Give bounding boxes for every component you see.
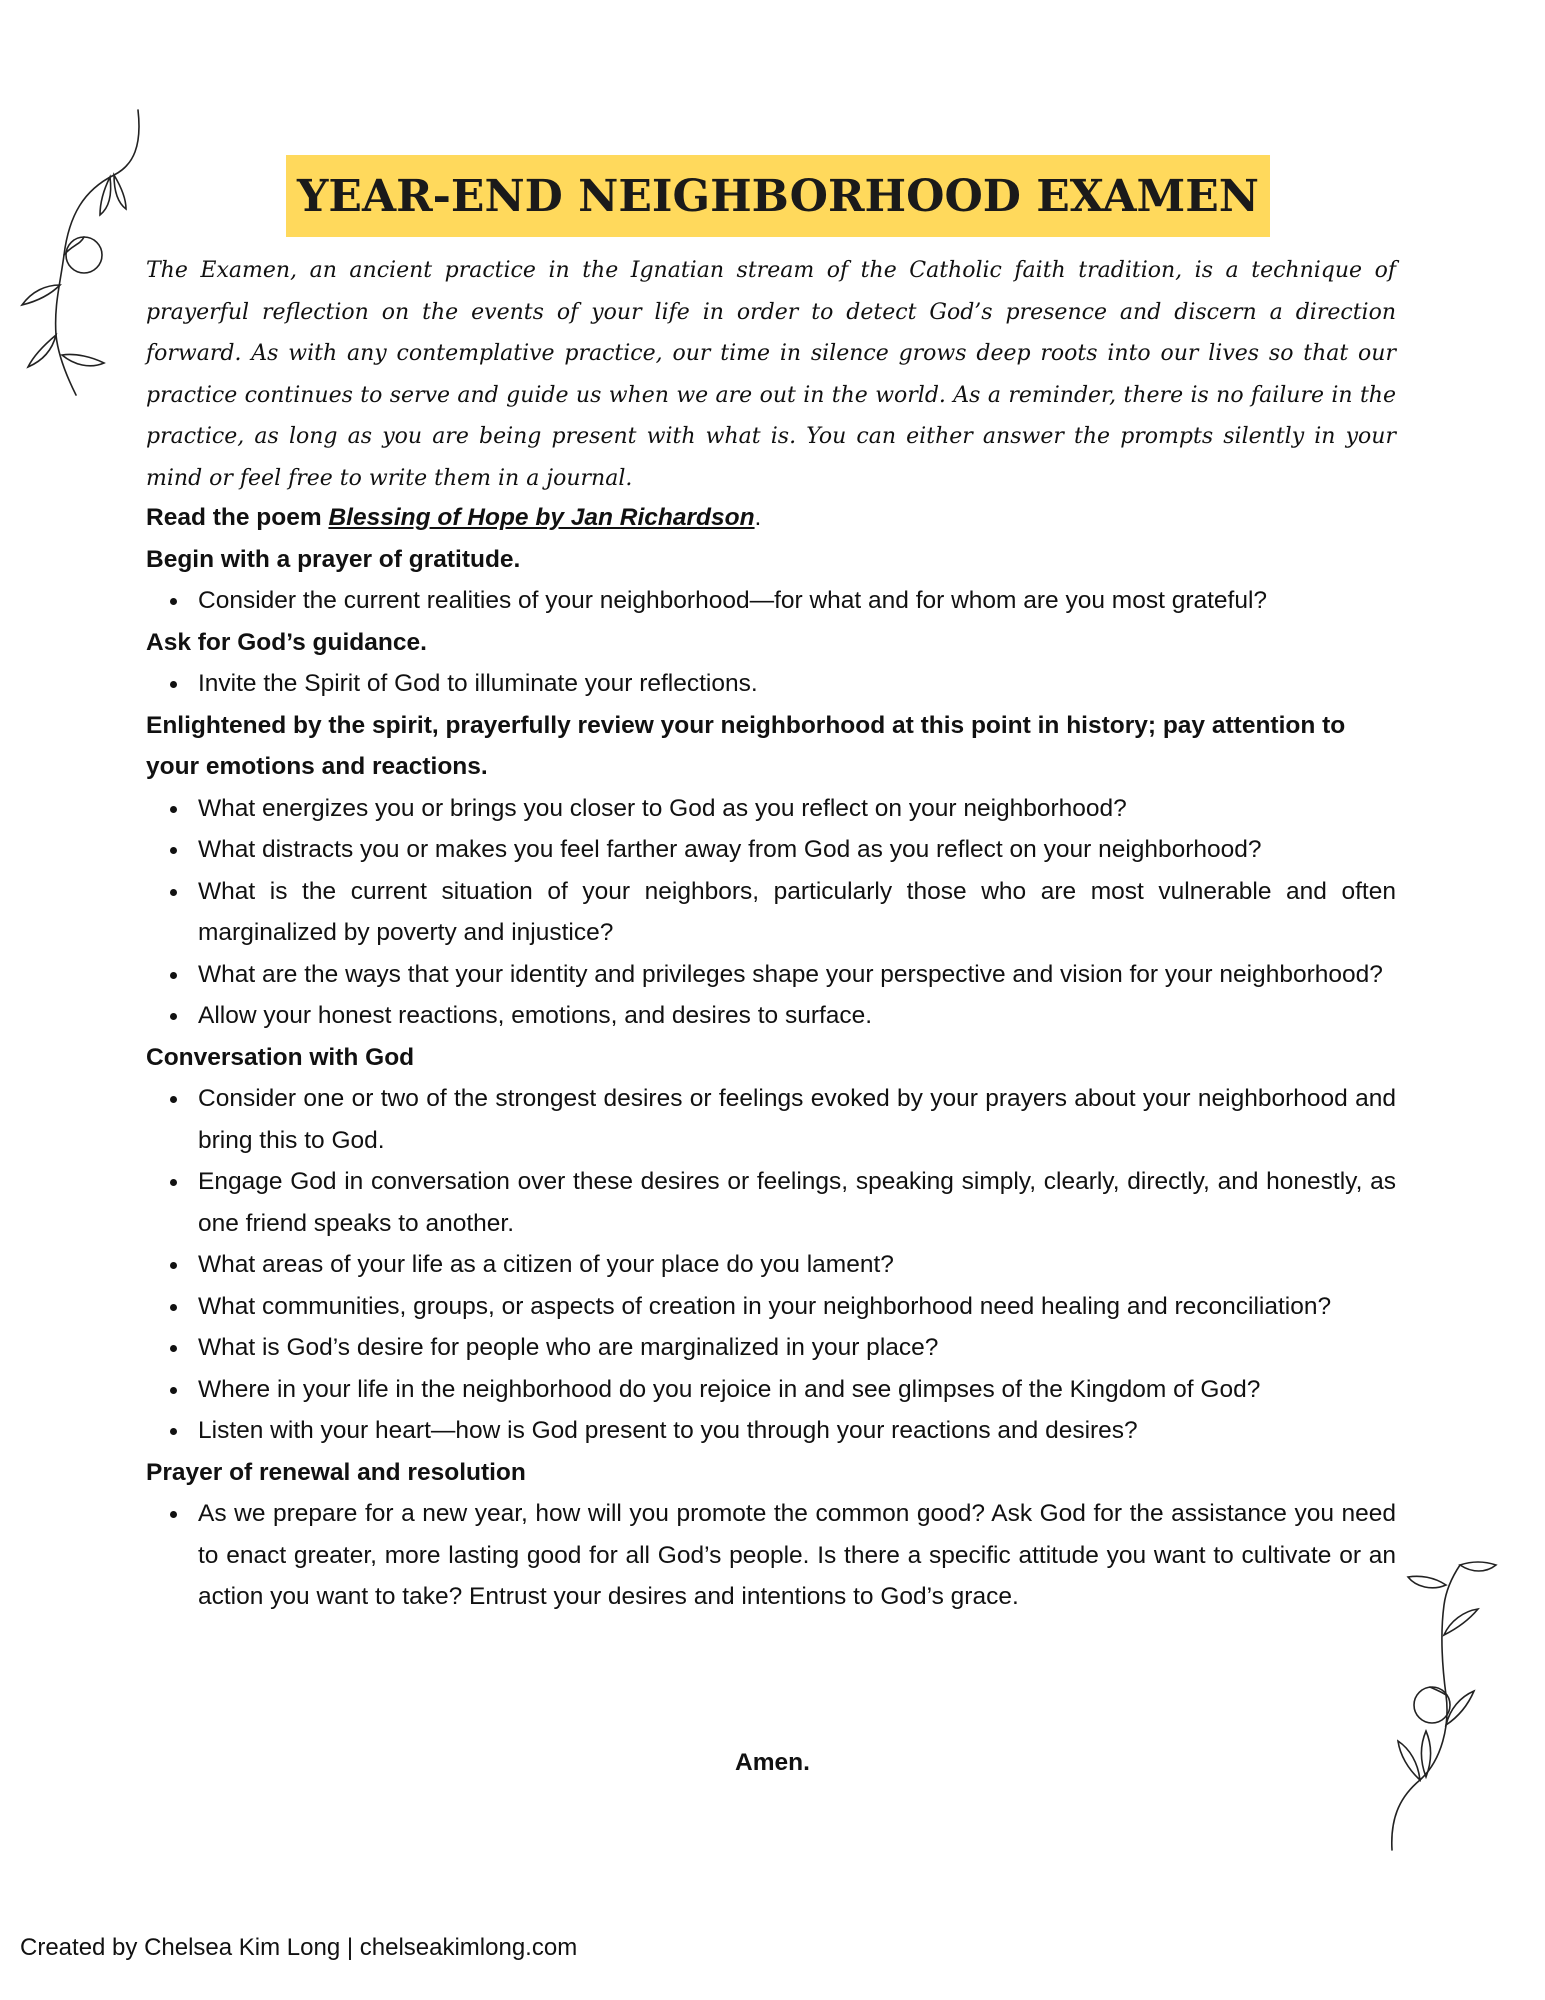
examen-body — [146, 497, 1396, 1618]
prompt-item: What areas of your life as a citizen of your place do you lament? — [198, 1244, 1396, 1286]
prompt-item: What is the current situation of your neighbors, particularly those who are most vulnerable and often marginalized by poverty and injustice? — [198, 871, 1396, 954]
prompt-item: Consider the current realities of your neighborhood—for what and for whom are you most grateful? — [198, 580, 1396, 622]
section-prompts — [146, 663, 1396, 705]
prompt-item: What distracts you or makes you feel farther away from God as you reflect on your neighborhood? — [198, 829, 1396, 871]
prompt-item: What communities, groups, or aspects of creation in your neighborhood need healing and reconciliation? — [198, 1286, 1396, 1328]
poem-title-link[interactable]: Blessing of Hope by Jan Richardson — [328, 504, 755, 531]
prompt-item: What energizes you or brings you closer to God as you reflect on your neighborhood? — [198, 788, 1396, 830]
section-heading: Ask for God’s guidance. — [146, 628, 427, 656]
intro-paragraph: The Examen, an ancient practice in the Ignatian stream of the Catholic faith tradition, is a technique of prayerful reflection on the events of your life in order to detect God’s presence and discern a direction forward. As with any contemplative practice, our time in silence grows deep roots into our lives so that our practice continues to serve and guide us when we are out in the world. As a reminder, there is no failure in the practice, as long as you are being present with what is. You can either answer the prompts silently in your mind or feel free to write them in a journal. — [146, 258, 1396, 491]
read-poem-prefix: Read the poem — [146, 504, 329, 531]
section-prompts — [146, 580, 1396, 622]
section-prompts — [146, 788, 1396, 1037]
prompt-item: As we prepare for a new year, how will you promote the common good? Ask God for the assistance you need to enact greater, more lasting good for all God’s people. Is there a specific attitude you want to cultivate or an action you want to take? Entrust your desires and intentions to God’s grace. — [198, 1493, 1396, 1618]
prompt-item: Listen with your heart—how is God present to you through your reactions and desires? — [198, 1410, 1396, 1452]
section-heading: Enlightened by the spirit, prayerfully review your neighborhood at this point in history; pay attention to your emotions and reactions. — [146, 711, 1346, 780]
prompt-item: Engage God in conversation over these desires or feelings, speaking simply, clearly, directly, and honestly, as one friend speaks to another. — [198, 1161, 1396, 1244]
page-title: YEAR-END NEIGHBORHOOD EXAMEN — [297, 170, 1259, 222]
footer-credit: Created by Chelsea Kim Long | chelseakimlong.com — [20, 1934, 578, 1961]
title-highlight — [286, 155, 1270, 237]
closing-amen: Amen. — [735, 1749, 810, 1776]
section-heading: Conversation with God — [146, 1043, 415, 1071]
sections-list — [146, 539, 1396, 1618]
prompt-item: Invite the Spirit of God to illuminate your reflections. — [198, 663, 1396, 705]
prompt-item: Consider one or two of the strongest desires or feelings evoked by your prayers about your neighborhood and bring this to God. — [198, 1078, 1396, 1161]
vine-doodle-bottom-right — [1380, 1555, 1510, 1855]
prompt-item: Where in your life in the neighborhood do you rejoice in and see glimpses of the Kingdom of God? — [198, 1369, 1396, 1411]
prompt-item: What are the ways that your identity and privileges shape your perspective and vision for your neighborhood? — [198, 954, 1396, 996]
section-prompts — [146, 1078, 1396, 1452]
section-prompts — [146, 1493, 1396, 1618]
vine-doodle-top-left — [14, 105, 144, 405]
prompt-item: What is God’s desire for people who are marginalized in your place? — [198, 1327, 1396, 1369]
read-poem-line — [146, 497, 1396, 539]
section-heading: Begin with a prayer of gratitude. — [146, 545, 521, 573]
section-heading: Prayer of renewal and resolution — [146, 1458, 526, 1486]
prompt-item: Allow your honest reactions, emotions, and desires to surface. — [198, 995, 1396, 1037]
read-poem-suffix: . — [754, 504, 762, 531]
